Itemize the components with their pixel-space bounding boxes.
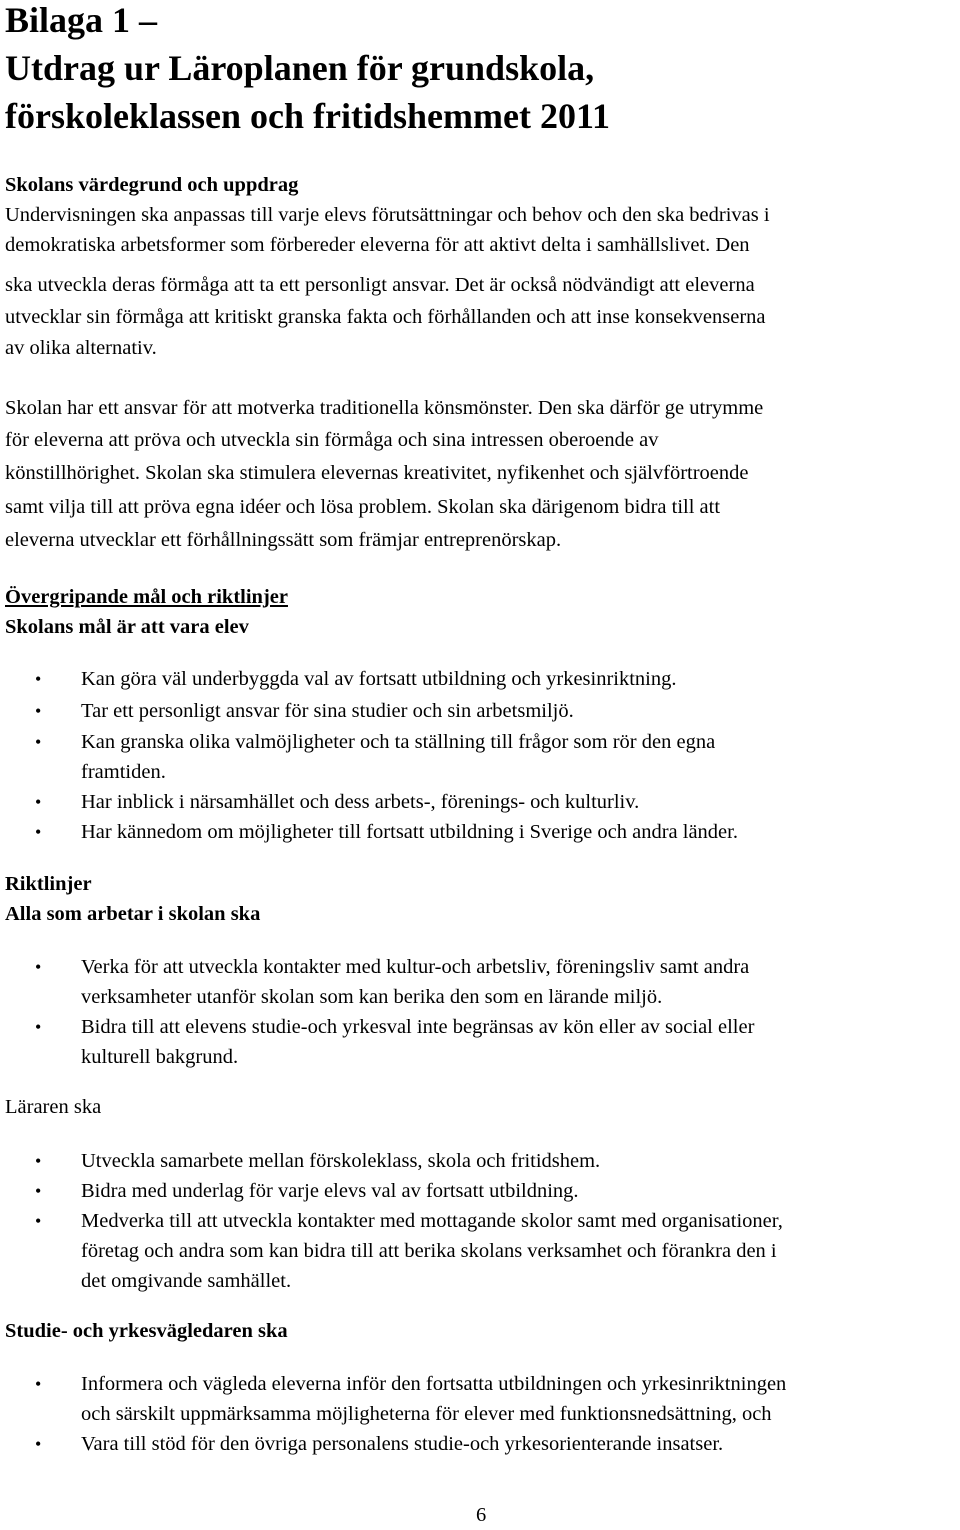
paragraph-line: könstillhörighet. Skolan ska stimulera elevernas kreativitet, nyfikenhet och självförtroende: [5, 462, 749, 484]
paragraph-line: utvecklar sin förmåga att kritiskt granska fakta och förhållanden och att inse konsekvenserna: [5, 306, 766, 328]
section-heading-overgripande: Övergripande mål och riktlinjer: [5, 586, 288, 608]
bullet-icon: •: [35, 792, 42, 812]
section-heading-studie-yrkesvagledaren: Studie- och yrkesvägledaren ska: [5, 1320, 288, 1342]
paragraph-line: för eleverna att pröva och utveckla sin förmåga och sina intressen oberoende av: [5, 429, 659, 451]
paragraph-line: Skolan har ett ansvar för att motverka traditionella könsmönster. Den ska därför ge utrymme: [5, 397, 764, 419]
bullet-icon: •: [35, 669, 42, 689]
list-item-text: Vara till stöd för den övriga personalens studie-och yrkesorienterande insatser.: [81, 1433, 724, 1455]
paragraph-line: av olika alternativ.: [5, 337, 157, 359]
list-item-text: kulturell bakgrund.: [81, 1046, 239, 1068]
bullet-icon: •: [35, 957, 42, 977]
list-item-text: verksamheter utanför skolan som kan berika den som en lärande miljö.: [81, 986, 663, 1008]
bullet-icon: •: [35, 732, 42, 752]
subheading-skolans-mal: Skolans mål är att vara elev: [5, 616, 249, 638]
list-item-text: Bidra till att elevens studie-och yrkesval inte begränsas av kön eller av social eller: [81, 1016, 755, 1038]
list-item-text: framtiden.: [81, 761, 166, 783]
list-item-text: Har kännedom om möjligheter till fortsatt utbildning i Sverige och andra länder.: [81, 821, 738, 843]
bullet-icon: •: [35, 1374, 42, 1394]
paragraph-line: demokratiska arbetsformer som förbereder eleverna för att aktivt delta i samhällslivet. Den: [5, 234, 750, 256]
paragraph-line: Undervisningen ska anpassas till varje elevs förutsättningar och behov och den ska bedrivas i: [5, 204, 770, 226]
page-title-line-2: Utdrag ur Läroplanen för grundskola,: [5, 48, 595, 88]
bullet-icon: •: [35, 1017, 42, 1037]
paragraph-line: ska utveckla deras förmåga att ta ett personligt ansvar. Det är också nödvändigt att eleverna: [5, 274, 755, 296]
section-heading-riktlinjer: Riktlinjer: [5, 873, 92, 895]
bullet-icon: •: [35, 1151, 42, 1171]
list-item-text: företag och andra som kan bidra till att berika skolans verksamhet och förankra den i: [81, 1240, 777, 1262]
bullet-icon: •: [35, 1211, 42, 1231]
list-item-text: Bidra med underlag för varje elevs val av fortsatt utbildning.: [81, 1180, 579, 1202]
page-title-line-3: förskoleklassen och fritidshemmet 2011: [5, 96, 610, 136]
bullet-icon: •: [35, 701, 42, 721]
list-item-text: Medverka till att utveckla kontakter med mottagande skolor samt med organisationer,: [81, 1210, 783, 1232]
paragraph-line: samt vilja till att pröva egna idéer och lösa problem. Skolan ska därigenom bidra till att: [5, 496, 721, 518]
list-item-text: Har inblick i närsamhället och dess arbets-, förenings- och kulturliv.: [81, 791, 640, 813]
list-item-text: Kan granska olika valmöjligheter och ta ställning till frågor som rör den egna: [81, 731, 716, 753]
section-heading-vardegrund: Skolans värdegrund och uppdrag: [5, 174, 299, 196]
subheading-alla-som-arbetar: Alla som arbetar i skolan ska: [5, 903, 261, 925]
page-number: 6: [476, 1504, 487, 1526]
section-heading-lararen: Läraren ska: [5, 1096, 102, 1118]
list-item-text: det omgivande samhället.: [81, 1270, 292, 1292]
page-title-line-1: Bilaga 1 –: [5, 0, 158, 40]
list-item-text: Kan göra väl underbyggda val av fortsatt utbildning och yrkesinriktning.: [81, 668, 677, 690]
bullet-icon: •: [35, 1434, 42, 1454]
list-item-text: Informera och vägleda eleverna inför den fortsatta utbildningen och yrkesinriktningen: [81, 1373, 787, 1395]
list-item-text: Verka för att utveckla kontakter med kultur-och arbetsliv, föreningsliv samt andra: [81, 956, 750, 978]
list-item-text: Tar ett personligt ansvar för sina studier och sin arbetsmiljö.: [81, 700, 574, 722]
list-item-text: Utveckla samarbete mellan förskoleklass, skola och fritidshem.: [81, 1150, 601, 1172]
bullet-icon: •: [35, 822, 42, 842]
list-item-text: och särskilt uppmärksamma möjligheterna för elever med funktionsnedsättning, och: [81, 1403, 772, 1425]
paragraph-line: eleverna utvecklar ett förhållningssätt som främjar entreprenörskap.: [5, 529, 562, 551]
bullet-icon: •: [35, 1181, 42, 1201]
